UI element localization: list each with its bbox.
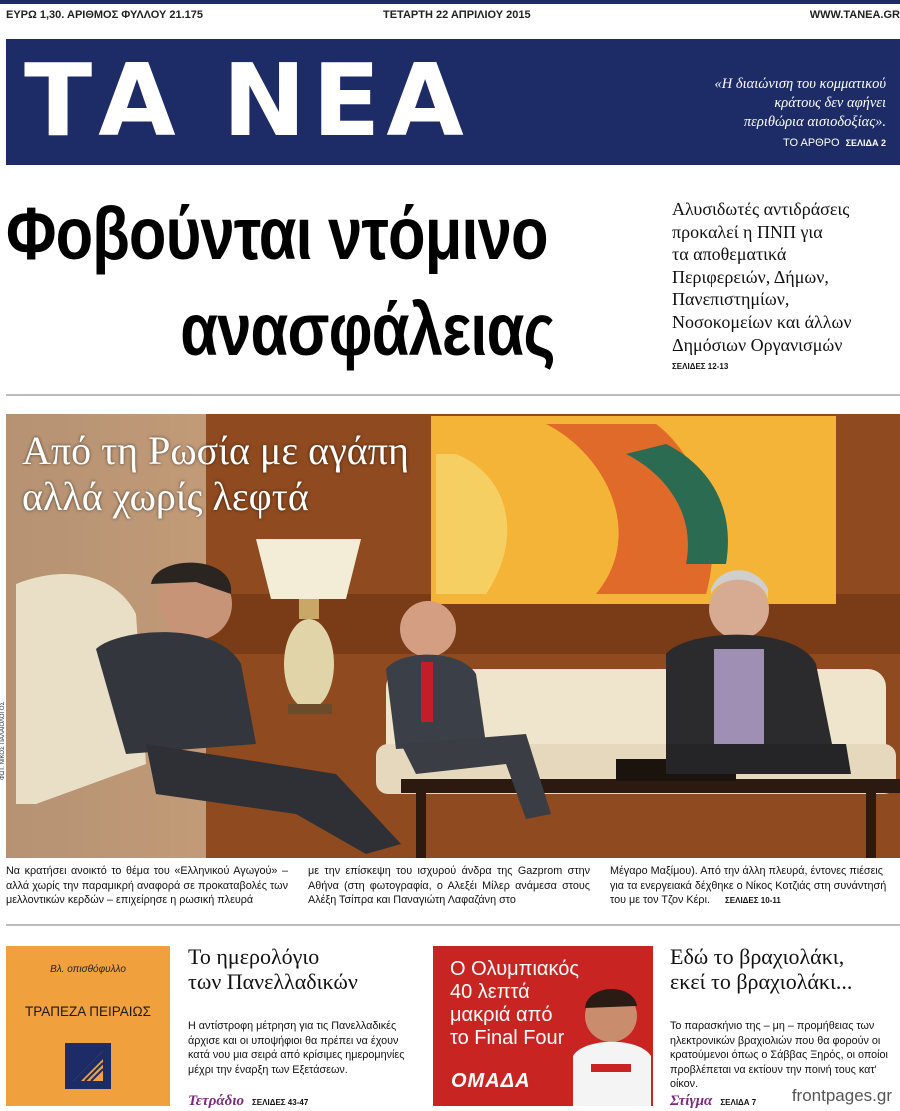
photo-caption-col2: με την επίσκεψη του ισχυρού άνδρα της Gazprom στην Αθήνα (στη φωτογραφία, ο Αλεξέι Μίλερ ανάμεσα στους Αλέξη Τσίπρα και Παναγιώτη Λαφαζάνη στο — [308, 865, 590, 906]
top-border — [0, 0, 900, 4]
masthead-quote: «Η διαιώνιση του κομματικού κράτους δεν αφήνει περιθώρια αισιοδοξίας». — [714, 76, 886, 130]
bracelet-section-ref[interactable]: Στίγμα ΣΕΛΙΔΑ 7 — [670, 1093, 757, 1109]
photo-story-title[interactable]: Από τη Ρωσία με αγάπη αλλά χωρίς λεφτά — [22, 428, 409, 519]
exams-section-ref[interactable]: Τετράδιο ΣΕΛΙΔΕΣ 43-47 — [188, 1093, 309, 1109]
bank-logo-icon — [65, 1043, 111, 1089]
lead-subhead: Αλυσιδωτές αντιδράσεις προκαλεί η ΠΝΠ για τα αποθεματικά Περιφερειών, Δήμων, Πανεπιστημίων, Νοσοκομείων και άλλων Δημόσιων Οργανισμών ΣΕΛΙΔΕΣ 12-13 — [672, 198, 896, 379]
price-issue-number: ΕΥΡΩ 1,30. ΑΡΙΘΜΟΣ ΦΥΛΛΟΥ 21.175 — [6, 9, 203, 21]
website-link[interactable]: WWW.TANEA.GR — [809, 9, 900, 21]
lead-headline[interactable]: Φοβούνται ντόμινο ανασφάλειας — [6, 192, 555, 371]
masthead — [6, 39, 900, 165]
photo-caption-col3: Μέγαρο Μαξίμου). Από την άλλη πλευρά, έντονες πιέσεις για τα ενεργειακά δέχθηκε ο Νίκος Κοτζιάς στη συνάντησή του με τον Τζον Κέρι. ΣΕΛΙΔΕΣ 10-11 — [610, 865, 887, 906]
exams-summary: Η αντίστροφη μέτρηση για τις Πανελλαδικές άρχισε και οι υποψήφιοι θα πρέπει να έχουν κατά νου μια σειρά από κρίσιμες ημερομηνίες μέχρι την έναρξη των Εξετάσεων. — [188, 1020, 405, 1076]
photo-credit: ΦΩΤ. ΝΙΚΟΣ ΠΑΛΑΙΟΛΟΓΟΣ — [0, 701, 6, 780]
omada-brand: ΟΜΑΔΑ — [451, 1070, 531, 1092]
quote-reference[interactable]: ΤΟ ΑΡΘΡΟ ΣΕΛΙΔΑ 2 — [782, 137, 886, 149]
issue-date: ΤΕΤΑΡΤΗ 22 ΑΠΡΙΛΙΟΥ 2015 — [383, 9, 531, 21]
divider — [6, 394, 900, 396]
bracelet-summary: Το παρασκήνιο της – μη – προμήθειας των ηλεκτρονικών βραχιολιών που θα φορούν οι κρατούμενοι όπως ο Σάββας Ξηρός, οι οποίοι προβλέπεται να εκτίουν την ποινή τους κατ' οίκον. — [670, 1020, 888, 1090]
lead-pages: ΣΕΛΙΔΕΣ 12-13 — [672, 362, 729, 372]
promo-headline: Ο Ολυμπιακός 40 λεπτά μακριά από το Final Four — [450, 958, 579, 1049]
bracelet-headline[interactable]: Εδώ το βραχιολάκι, εκεί το βραχιολάκι... — [670, 944, 853, 994]
newspaper-logo: ΤΑ ΝΕΑ — [24, 42, 470, 159]
ad-back-page-note: Βλ. οπισθόφυλλο — [50, 964, 126, 975]
source-watermark: frontpages.gr — [791, 1086, 892, 1105]
divider — [6, 924, 900, 926]
exams-headline[interactable]: Το ημερολόγιο των Πανελλαδικών — [188, 944, 358, 994]
caption-pages: ΣΕΛΙΔΕΣ 10-11 — [724, 896, 781, 905]
photo-caption-col1: Να κρατήσει ανοικτό το θέμα του «Ελληνικού Αγωγού» – αλλά χωρίς την παραμικρή αναφορά σε προκαταβολές των μελλοντικών κερδών – επιχείρησε η ρωσική πλευρά — [6, 865, 288, 906]
bank-name: ΤΡΑΠΕΖΑ ΠΕΙΡΑΙΩΣ — [25, 1004, 151, 1019]
